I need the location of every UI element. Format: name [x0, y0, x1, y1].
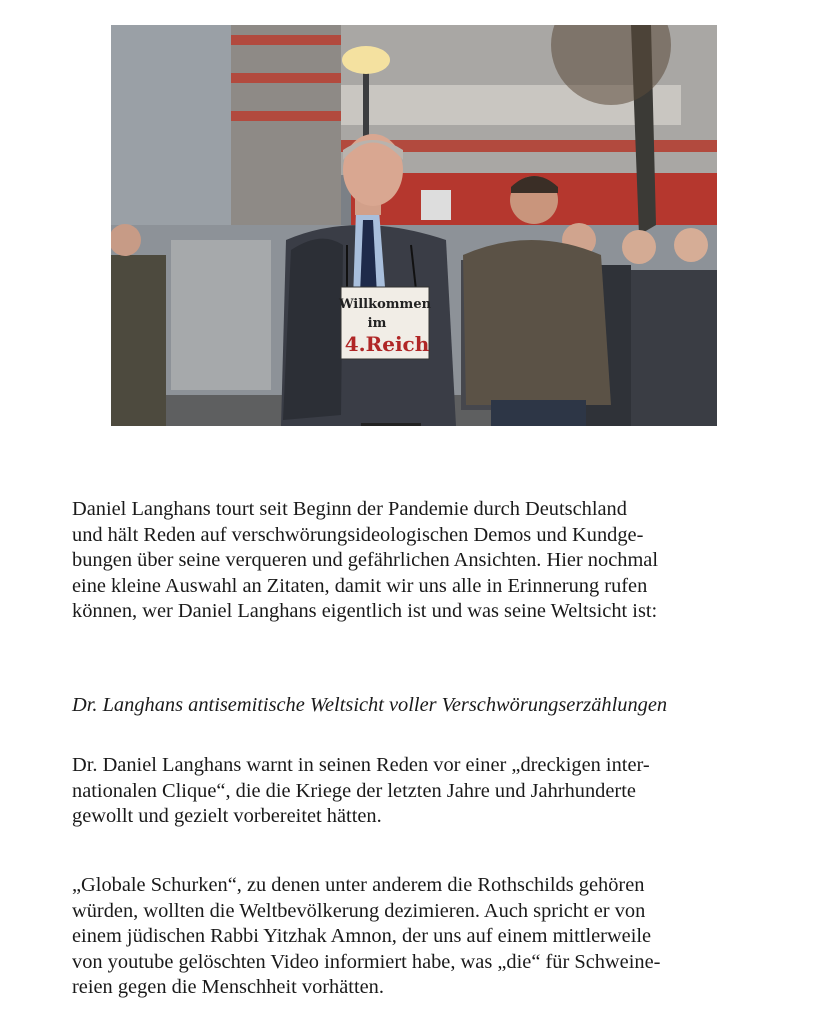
text-line: würden, wollten die Weltbevölkerung dezimieren. Auch spricht er von — [72, 899, 646, 922]
text-line: Dr. Daniel Langhans warnt in seinen Reden vor einer „dreckigen inter- — [72, 754, 650, 776]
sign-line-3: 4.Reich — [344, 332, 430, 356]
text-line: bungen über seine verqueren und gefährlichen Ansichten. Hier nochmal — [72, 549, 659, 571]
paragraph-schurken — [72, 873, 762, 1001]
sign-line-2: im — [367, 316, 387, 331]
text-line: „Globale Schurken“, zu denen unter anderem die Rothschilds gehören — [72, 874, 645, 896]
section-heading — [72, 693, 762, 719]
text-line: und hält Reden auf verschwörungsideologischen Demos und Kundge- — [72, 523, 644, 546]
text-line: eine kleine Auswahl an Zitaten, damit wir uns alle in Erinnerung rufen — [72, 574, 648, 597]
heading-text: Dr. Langhans antisemitische Weltsicht voller Verschwörungserzählungen — [72, 694, 668, 716]
text-line: einem jüdischen Rabbi Yitzhak Amnon, der uns auf einem mittlerweile — [72, 925, 652, 947]
text-line: können, wer Daniel Langhans eigentlich ist und was seine Weltsicht ist: — [72, 600, 658, 622]
text-line: gewollt und gezielt vorbereitet hätten. — [72, 805, 382, 827]
text-line: Daniel Langhans tourt seit Beginn der Pandemie durch Deutschland — [72, 498, 627, 520]
text-line: reien gegen die Menschheit vorhätten. — [72, 976, 384, 998]
text-line: von youtube gelöschten Video informiert habe, was „die“ für Schweine- — [72, 950, 661, 973]
intro-paragraph — [72, 497, 762, 625]
article-photo — [111, 25, 717, 426]
paragraph-clique — [72, 753, 762, 830]
text-line: nationalen Clique“, die die Kriege der letzten Jahre und Jahrhunderte — [72, 779, 636, 802]
sign-line-1: Willkommen — [338, 297, 432, 312]
